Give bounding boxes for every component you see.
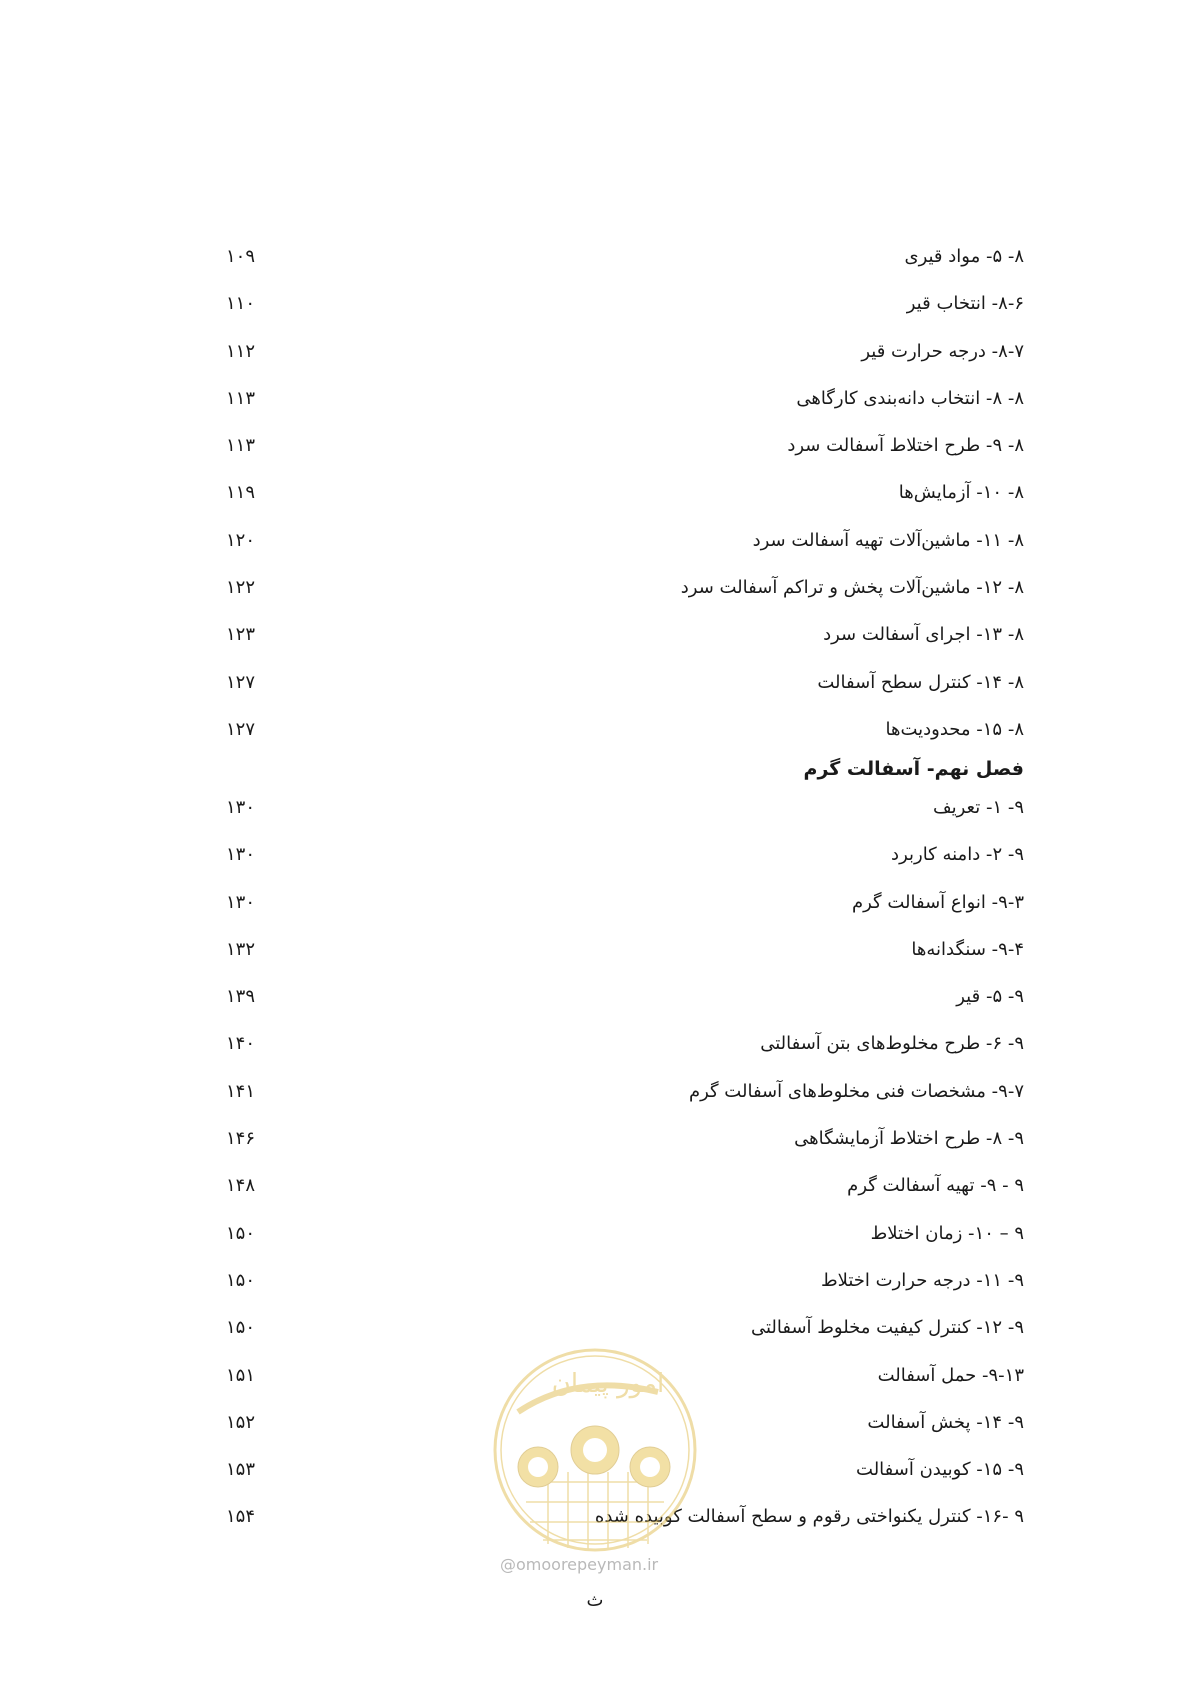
toc-entry-title: ۹- ۱۵- کوبیدن آسفالت — [856, 1459, 1024, 1481]
toc-entry-page-number: ۱۵۴ — [226, 1506, 256, 1528]
toc-entry — [226, 280, 1024, 327]
toc-entry-title: ۸- ۱۰- آزمایش‌ها — [898, 482, 1024, 504]
toc-entry-page-number: ۱۴۸ — [226, 1175, 256, 1197]
toc-entry-page-number: ۱۵۰ — [226, 1317, 256, 1339]
toc-entry-title: ۸- ۱۵- محدودیت‌ها — [885, 718, 1024, 740]
toc-entry-title: ۸- ۱۴- کنترل سطح آسفالت — [817, 671, 1024, 693]
toc-entry — [226, 328, 1024, 375]
toc-entry-page-number: ۱۰۹ — [226, 246, 256, 267]
toc-entry-title: ۹- ۸- طرح اختلاط آزمایشگاهی — [794, 1128, 1024, 1150]
toc-entry-title: ۸-۶- انتخاب قیر — [906, 293, 1024, 315]
toc-entry-page-number: ۱۱۰ — [226, 293, 256, 315]
toc-entry — [226, 1162, 1024, 1209]
watermark-logo — [488, 1332, 702, 1576]
toc-entry-title: ۸- ۱۳- اجرای آسفالت سرد — [823, 624, 1024, 646]
toc-entry-title: ۸- ۹- طرح اختلاط آسفالت سرد — [787, 435, 1024, 457]
toc-entry — [226, 564, 1024, 611]
toc-entry-page-number: ۱۴۶ — [226, 1128, 256, 1150]
watermark-site-text: @omoorepeyman.ir — [500, 1555, 659, 1574]
toc-entry — [226, 926, 1024, 973]
toc-entry-page-number: ۱۲۰ — [226, 529, 256, 551]
toc-entry-page-number: ۱۵۲ — [226, 1411, 256, 1433]
toc-entry-page-number: ۱۳۲ — [226, 938, 256, 960]
toc-entry-title: ۹- ۲- دامنه کاربرد — [891, 844, 1024, 866]
toc-entry-title: ۸- ۱۲- ماشین‌آلات پخش و تراکم آسفالت سرد — [680, 577, 1024, 599]
toc-entry — [226, 659, 1024, 706]
toc-entry-page-number: ۱۲۲ — [226, 577, 256, 599]
toc-entry — [226, 973, 1024, 1020]
toc-entry-title: ۹-۴- سنگدانه‌ها — [911, 938, 1024, 960]
toc-entry — [226, 1257, 1024, 1304]
toc-entry — [226, 706, 1024, 753]
toc-entry — [226, 469, 1024, 516]
toc-entry-title: ۹ – ۱۰- زمان اختلاط — [870, 1222, 1024, 1244]
page-number: ث — [586, 1590, 604, 1611]
toc-entry-title: ۹- ۱۴- پخش آسفالت — [867, 1411, 1024, 1433]
toc-entry-title: ۸- ۱۱- ماشین‌آلات تهیه آسفالت سرد — [752, 529, 1024, 551]
toc-entry — [226, 375, 1024, 422]
toc-entry-title: ۹-۷- مشخصات فنی مخلوط‌های آسفالت گرم — [688, 1080, 1024, 1102]
toc-entry — [226, 879, 1024, 926]
toc-entry-page-number: ۱۵۳ — [226, 1459, 256, 1481]
toc-entry — [226, 517, 1024, 564]
toc-entry-title: ۹- ۱- تعریف — [932, 797, 1024, 818]
toc-entry-title: ۹- ۶- طرح مخلوط‌های بتن آسفالتی — [760, 1033, 1024, 1055]
toc-entry-page-number: ۱۵۰ — [226, 1269, 256, 1291]
toc-entry-page-number: ۱۲۷ — [226, 671, 256, 693]
toc-entry-page-number: ۱۲۳ — [226, 624, 256, 646]
toc-entry — [226, 422, 1024, 469]
toc-entry-page-number: ۱۱۹ — [226, 482, 256, 504]
toc-entry-title: ۹ -۱۶- کنترل یکنواختی رقوم و سطح آسفالت کوبیده شده — [594, 1506, 1024, 1528]
toc-entry — [226, 611, 1024, 658]
toc-entry-page-number: ۱۳۹ — [226, 986, 256, 1008]
toc-entry-page-number: ۱۴۰ — [226, 1033, 256, 1055]
toc-entry-page-number: ۱۱۳ — [226, 387, 256, 409]
toc-entry — [226, 784, 1024, 831]
toc-entry-title: ۸-۷- درجه حرارت قیر — [861, 340, 1024, 362]
toc-entry-title: ۹- ۵- قیر — [956, 986, 1024, 1008]
svg-text:امور پیمان: امور پیمان — [551, 1369, 665, 1399]
toc-entry-page-number: ۱۳۰ — [226, 844, 256, 866]
toc-entry-title: ۹-۱۳- حمل آسفالت — [877, 1364, 1024, 1386]
toc-entry-page-number: ۱۱۳ — [226, 435, 256, 457]
toc-entry — [226, 1115, 1024, 1162]
toc-entry — [226, 233, 1024, 280]
toc-entry-title: ۹ - ۹- تهیه آسفالت گرم — [847, 1175, 1024, 1197]
toc-entry-page-number: ۱۱۲ — [226, 340, 256, 362]
toc-entry-title: ۸- ۵- مواد قیری — [904, 246, 1024, 267]
toc-entry-page-number: ۱۵۱ — [226, 1364, 256, 1386]
toc-entry — [226, 831, 1024, 878]
toc-entry-title: ۹-۳- انواع آسفالت گرم — [851, 891, 1024, 913]
toc-entry-page-number: ۱۴۱ — [226, 1080, 256, 1102]
toc-entry-title: ۹- ۱۲- کنترل کیفیت مخلوط آسفالتی — [750, 1317, 1024, 1339]
toc-entry-page-number: ۱۳۰ — [226, 797, 256, 818]
toc-entry-page-number: ۱۲۷ — [226, 718, 256, 740]
toc-entry — [226, 1068, 1024, 1115]
toc-section-8 — [226, 233, 1024, 753]
toc-entry — [226, 1210, 1024, 1257]
toc-entry-title: ۹- ۱۱- درجه حرارت اختلاط — [820, 1269, 1024, 1291]
toc-entry-page-number: ۱۵۰ — [226, 1222, 256, 1244]
toc-entry — [226, 1020, 1024, 1067]
toc-entry-title: ۸- ۸- انتخاب دانه‌بندی کارگاهی — [796, 387, 1024, 409]
chapter-heading: فصل نهم- آسفالت گرم — [803, 758, 1024, 780]
toc-entry-page-number: ۱۳۰ — [226, 891, 256, 913]
